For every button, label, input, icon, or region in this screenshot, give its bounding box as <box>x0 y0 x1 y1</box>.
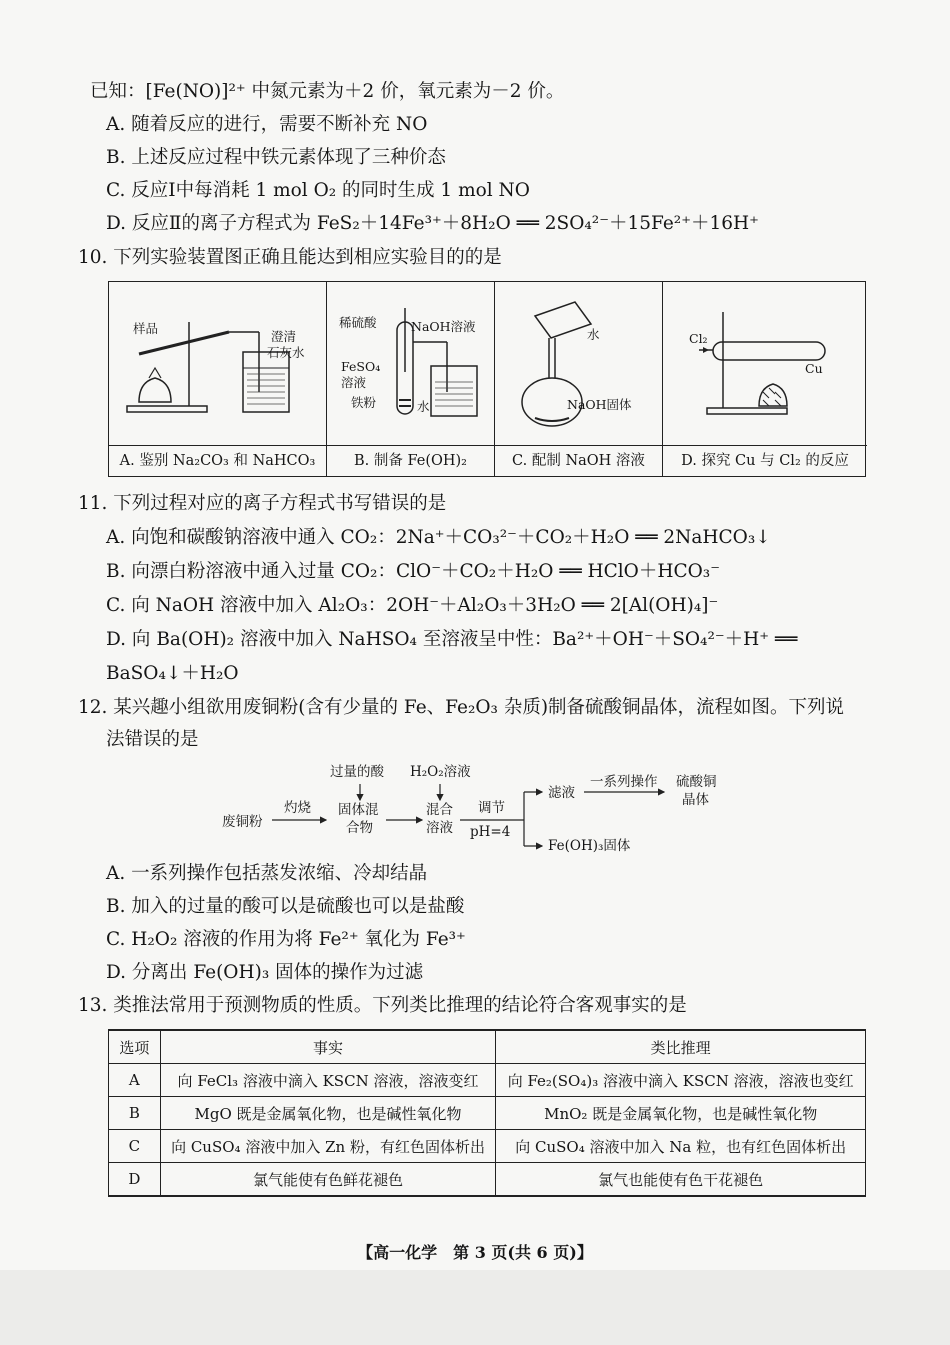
flow-node1-a: 固体混 <box>338 802 379 818</box>
volumetric-flask-drawing <box>495 282 663 448</box>
label-cu: Cu <box>805 361 823 376</box>
label-water-c: 水 <box>587 327 600 342</box>
flow-add-h2o2: H₂O₂溶液 <box>410 764 471 780</box>
table-header-row <box>109 1030 866 1064</box>
row-d-fact: 氯气能使有色鲜花褪色 <box>160 1163 496 1197</box>
flow-feoh3-solid: Fe(OH)₃固体 <box>548 838 631 854</box>
q12-option-a: A. 一系列操作包括蒸发浓缩、冷却结晶 <box>106 863 428 884</box>
row-a-option: A <box>109 1064 161 1097</box>
q10-caption-b: B. 制备 Fe(OH)₂ <box>327 445 494 476</box>
q9-option-d: D. 反应Ⅱ的离子方程式为 FeS₂＋14Fe³⁺＋8H₂O ══ 2SO₄²⁻＋15Fe²⁺＋16H⁺ <box>106 213 759 234</box>
label-water: 水 <box>417 399 430 414</box>
q12-option-d: D. 分离出 Fe(OH)₃ 固体的操作为过滤 <box>106 962 424 983</box>
flow-start: 废铜粉 <box>222 814 263 830</box>
q10-stem: 10. 下列实验装置图正确且能达到相应实验目的的是 <box>78 247 502 268</box>
flow-filtrate: 滤液 <box>548 785 575 801</box>
label-feso4: FeSO₄ <box>341 359 381 374</box>
q10-caption-c: C. 配制 NaOH 溶液 <box>495 445 662 476</box>
scan-shadow <box>0 1270 950 1345</box>
q12-option-c: C. H₂O₂ 溶液的作用为将 Fe²⁺ 氧化为 Fe³⁺ <box>106 929 466 950</box>
heating-apparatus-drawing <box>109 282 327 448</box>
q9-option-c: C. 反应Ⅰ中每消耗 1 mol O₂ 的同时生成 1 mol NO <box>106 180 530 201</box>
flow-step-burn: 灼烧 <box>284 800 311 816</box>
label-limewater-1: 澄清 <box>271 329 297 344</box>
table-row <box>109 1130 866 1163</box>
label-sample: 样品 <box>133 321 159 336</box>
q10-panel-b <box>327 282 495 476</box>
label-dilute-h2so4: 稀硫酸 <box>339 315 377 330</box>
header-option: 选项 <box>109 1030 161 1064</box>
q11-option-a: A. 向饱和碳酸钠溶液中通入 CO₂：2Na⁺＋CO₃²⁻＋CO₂＋H₂O ══ 2NaHCO₃↓ <box>106 527 771 548</box>
flow-node2-b: 溶液 <box>426 820 453 836</box>
label-naoh-solution: NaOH溶液 <box>411 319 476 334</box>
q12-stem-line1: 12. 某兴趣小组欲用废铜粉(含有少量的 Fe、Fe₂O₃ 杂质)制备硫酸铜晶体，流程如图。下列说 <box>78 697 845 718</box>
row-a-fact: 向 FeCl₃ 溶液中滴入 KSCN 溶液，溶液变红 <box>160 1064 496 1097</box>
q13-table <box>108 1029 866 1197</box>
row-b-option: B <box>109 1097 161 1130</box>
row-a-analogy: 向 Fe₂(SO₄)₃ 溶液中滴入 KSCN 溶液，溶液也变红 <box>496 1064 866 1097</box>
page-footer: 【高一化学 第 3 页(共 6 页)】 <box>357 1243 593 1262</box>
flow-node1-b: 合物 <box>346 820 373 836</box>
q9-option-a: A. 随着反应的进行，需要不断补充 NO <box>106 114 428 135</box>
flow-product-b: 晶体 <box>682 792 709 808</box>
row-b-analogy: MnO₂ 既是金属氧化物，也是碱性氧化物 <box>496 1097 866 1130</box>
row-d-option: D <box>109 1163 161 1197</box>
table-row <box>109 1064 866 1097</box>
flow-product-a: 硫酸铜 <box>676 774 717 790</box>
cu-cl2-apparatus-drawing <box>663 282 867 448</box>
q12-option-b: B. 加入的过量的酸可以是硫酸也可以是盐酸 <box>106 896 465 917</box>
row-c-analogy: 向 CuSO₄ 溶液中加入 Na 粒，也有红色固体析出 <box>496 1130 866 1163</box>
flow-step-ph: pH=4 <box>470 824 511 840</box>
row-c-option: C <box>109 1130 161 1163</box>
q10-panel-d <box>663 282 867 476</box>
q11-option-d: D. 向 Ba(OH)₂ 溶液中加入 NaHSO₄ 至溶液呈中性：Ba²⁺＋OH⁻＋SO₄²⁻＋H⁺ ══ <box>106 629 798 650</box>
flow-add-acid: 过量的酸 <box>330 764 384 780</box>
row-c-fact: 向 CuSO₄ 溶液中加入 Zn 粉，有红色固体析出 <box>160 1130 496 1163</box>
flow-node2-a: 混合 <box>426 802 453 818</box>
header-fact: 事实 <box>160 1030 496 1064</box>
label-naoh-solid: NaOH固体 <box>567 397 632 412</box>
header-analogy: 类比推理 <box>496 1030 866 1064</box>
flow-step-series: 一系列操作 <box>590 774 658 790</box>
q12-stem-line2: 法错误的是 <box>106 729 199 750</box>
q10-apparatus-grid <box>108 281 866 477</box>
label-iron-powder: 铁粉 <box>351 395 377 410</box>
q10-caption-d: D. 探究 Cu 与 Cl₂ 的反应 <box>663 445 867 476</box>
q10-caption-a: A. 鉴别 Na₂CO₃ 和 NaHCO₃ <box>109 445 326 476</box>
q13-stem: 13. 类推法常用于预测物质的性质。下列类比推理的结论符合客观事实的是 <box>78 995 687 1016</box>
row-d-analogy: 氯气也能使有色干花褪色 <box>496 1163 866 1197</box>
row-b-fact: MgO 既是金属氧化物，也是碱性氧化物 <box>160 1097 496 1130</box>
label-limewater-2: 石灰水 <box>267 345 305 360</box>
label-solution: 溶液 <box>341 375 367 390</box>
q11-stem: 11. 下列过程对应的离子方程式书写错误的是 <box>78 493 447 514</box>
label-cl2: Cl₂ <box>689 331 708 346</box>
q9-option-b: B. 上述反应过程中铁元素体现了三种价态 <box>106 147 446 168</box>
table-row <box>109 1097 866 1130</box>
q11-option-d-cont: BaSO₄↓＋H₂O <box>106 663 239 684</box>
q11-option-b: B. 向漂白粉溶液中通入过量 CO₂：ClO⁻＋CO₂＋H₂O ══ HClO＋HCO₃⁻ <box>106 561 720 582</box>
q12-flowchart <box>220 758 740 858</box>
q10-panel-c <box>495 282 663 476</box>
flow-step-adjust: 调节 <box>478 800 505 816</box>
table-row <box>109 1163 866 1197</box>
q11-option-c: C. 向 NaOH 溶液中加入 Al₂O₃：2OH⁻＋Al₂O₃＋3H₂O ══ 2[Al(OH)₄]⁻ <box>106 595 719 616</box>
known-statement: 已知：[Fe(NO)]²⁺ 中氮元素为＋2 价，氧元素为－2 价。 <box>90 81 565 102</box>
q10-panel-a <box>109 282 327 476</box>
